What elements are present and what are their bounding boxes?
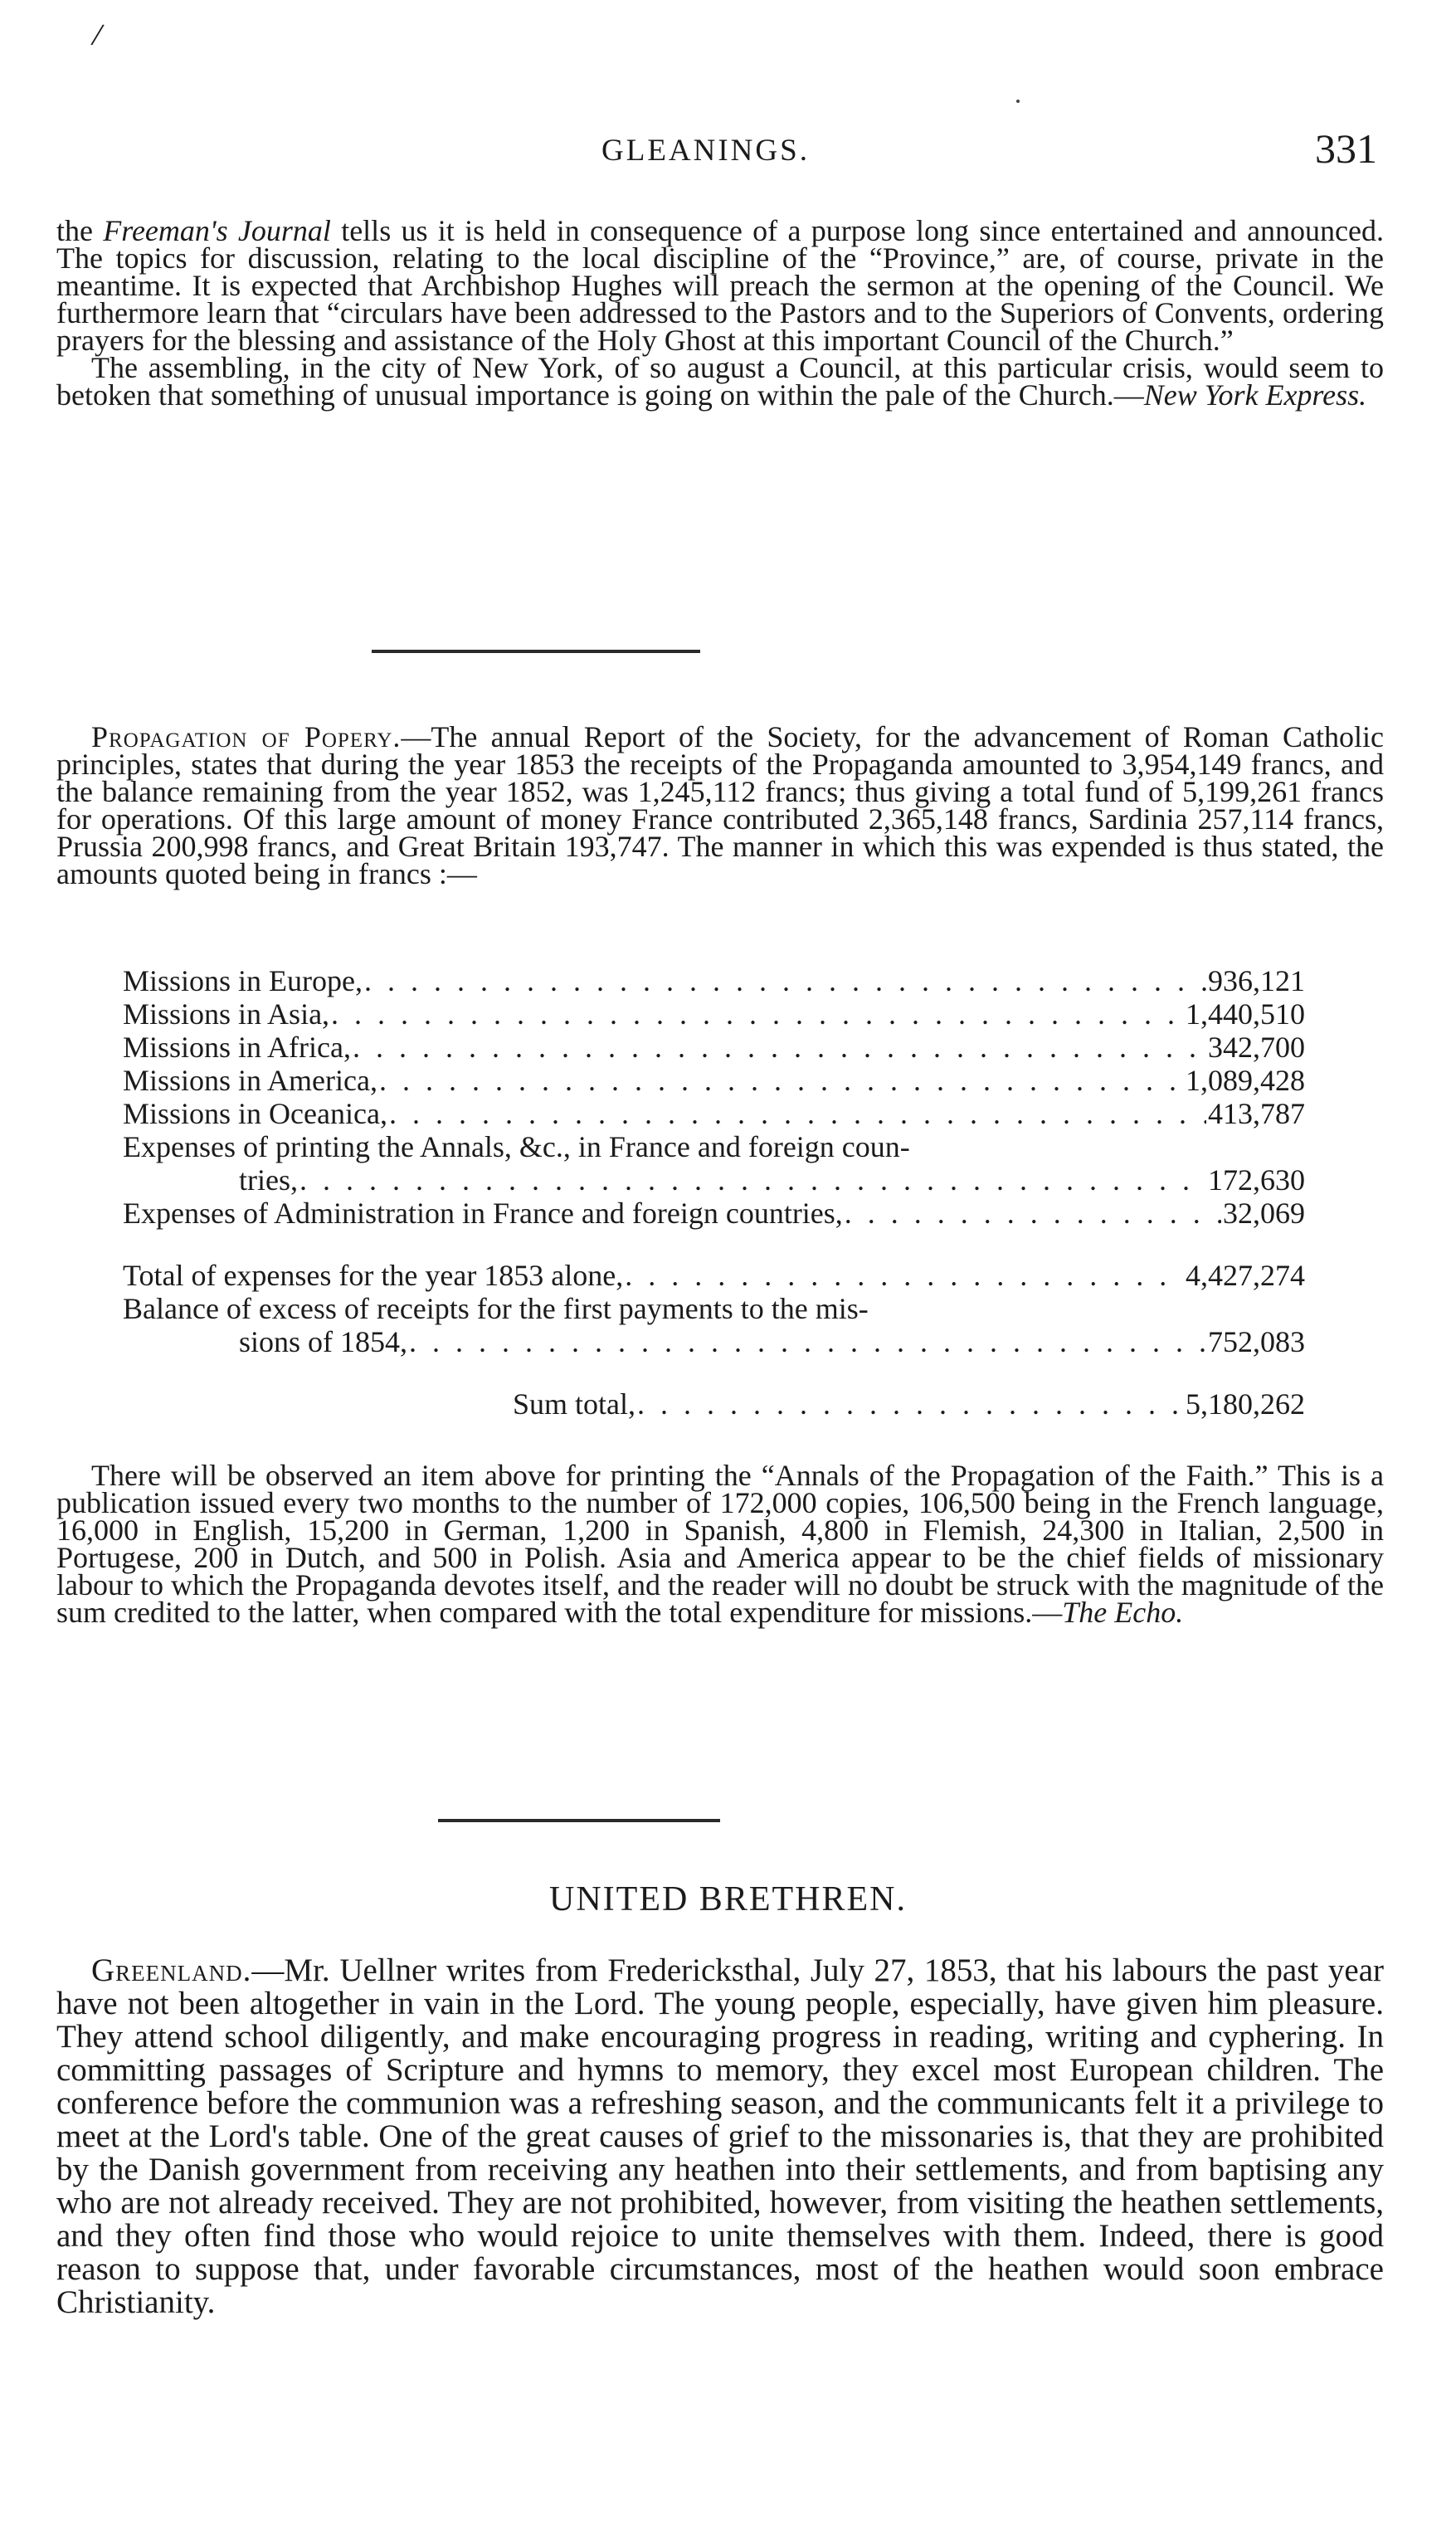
propagation-intro-text: —The annual Report of the Society, for the advancement of Roman Catholic principles, states that during the year 1853 the receipts of the Propaganda amounted to 3,954,149 francs, and the balance remaining from the year 1852, was 1,245,112 francs; thus giving a total fund of 5,199,261 francs for operations. Of this large amount of money France contributed 2,365,148 francs, Sardinia 257,114 francs, Prussia 200,998 francs, and Great Britain 193,747. The manner in which this was expended is thus stated, the amounts quoted being in francs :— xyxy=(56,720,1384,890)
ledger-row-america xyxy=(123,1064,1305,1097)
ledger-row-total xyxy=(123,1259,1305,1292)
new-york-express-source: New York Express. xyxy=(1143,378,1367,412)
ledger-amount: 1,440,510 xyxy=(1186,997,1305,1031)
ledger-amount: 5,180,262 xyxy=(1186,1387,1305,1421)
the-echo-source: The Echo. xyxy=(1062,1596,1184,1629)
ledger-amount: 32,069 xyxy=(1223,1197,1305,1230)
ledger-label: tries, xyxy=(239,1163,298,1197)
ledger-label: Expenses of Administration in France and foreign countries, xyxy=(123,1197,843,1230)
leader-dots xyxy=(625,1259,1184,1292)
pen-mark: / xyxy=(89,15,106,54)
ledger-amount: 936,121 xyxy=(1208,964,1305,997)
greenland-paragraph xyxy=(56,1954,1384,2319)
ledger-label: Missions in America, xyxy=(123,1064,377,1097)
ledger-row-europe xyxy=(123,964,1305,997)
ledger-label: Missions in Africa, xyxy=(123,1031,351,1064)
ledger-amount: 1,089,428 xyxy=(1186,1064,1305,1097)
ledger-amount: 4,427,274 xyxy=(1186,1259,1305,1292)
ledger-label: Missions in Europe, xyxy=(123,964,363,997)
ledger-label: sions of 1854, xyxy=(239,1325,408,1358)
ledger-amount: 752,083 xyxy=(1208,1325,1305,1358)
ledger-label: Missions in Oceanica, xyxy=(123,1097,387,1130)
section-divider-1 xyxy=(372,650,700,653)
united-brethren-title: UNITED BRETHREN. xyxy=(549,1880,907,1918)
ledger-amount: 413,787 xyxy=(1208,1097,1305,1130)
ledger-row-balance-line1 xyxy=(123,1292,1305,1325)
council-paragraph-2 xyxy=(56,351,1384,412)
propagation-closing-paragraph xyxy=(56,1459,1384,1629)
ink-speck xyxy=(1016,100,1020,103)
ledger-row-sum xyxy=(123,1387,1305,1421)
council-text: tells us it is held in consequence of a purpose long since entertained and announced. The topics for discussion, relating to the local discipline of the “Province,” are, of course, private in the meantime. It is expected that Archbishop Hughes will preach the sermon at the opening of the Council. We furthermore learn that “circulars have been addressed to the Pastors and to the Superiors of Convents, ordering prayers for the blessing and assistance of the Holy Ghost at this important Council of the Church.” xyxy=(56,214,1384,357)
leader-dots xyxy=(353,1031,1206,1064)
brethren-article xyxy=(56,1954,1384,2319)
council-lead: the xyxy=(56,214,104,247)
council-article xyxy=(56,214,1384,412)
leader-dots xyxy=(389,1097,1206,1130)
propagation-closing-text: There will be observed an item above for printing the “Annals of the Propagation of the Faith.” This is a publication issued every two months to the number of 172,000 copies, 106,500 being in the French language, 16,000 in English, 15,200 in German, 1,200 in Spanish, 4,800 in Flemish, 24,300 in Italian, 2,500 in Portugese, 200 in Dutch, and 500 in Polish. Asia and America appear to be the chief fields of missionary labour to which the Propaganda devotes itself, and the reader will no doubt be struck with the magnitude of the sum credited to the latter, when compared with the total expenditure for missions.— xyxy=(56,1459,1384,1629)
ledger-row-asia xyxy=(123,997,1305,1031)
ledger-row-printing xyxy=(123,1163,1305,1197)
ledger-gap xyxy=(123,1230,1305,1259)
greenland-heading: Greenland. xyxy=(91,1952,252,1988)
page-number: 331 xyxy=(1315,125,1377,172)
ledger-label: Total of expenses for the year 1853 alone, xyxy=(123,1259,624,1292)
ledger-label: Expenses of printing the Annals, &c., in France and foreign coun- xyxy=(123,1130,910,1163)
propagation-intro xyxy=(56,720,1384,890)
running-header xyxy=(0,124,1456,174)
leader-dots xyxy=(364,964,1206,997)
ledger-row-administration xyxy=(123,1197,1305,1230)
ledger-label: Missions in Asia, xyxy=(123,997,330,1031)
ledger-amount: 172,630 xyxy=(1208,1163,1305,1197)
ledger-gap xyxy=(123,1358,1305,1387)
section-divider-2 xyxy=(438,1819,720,1822)
ledger-row-printing-line1 xyxy=(123,1130,1305,1163)
ledger-label: Sum total, xyxy=(513,1387,636,1421)
expenditure-ledger xyxy=(123,964,1305,1421)
leader-dots xyxy=(379,1064,1184,1097)
propagation-paragraph xyxy=(56,720,1384,890)
ledger-row-balance xyxy=(123,1325,1305,1358)
leader-dots xyxy=(637,1387,1184,1421)
leader-dots xyxy=(331,997,1184,1031)
council-paragraph-1 xyxy=(56,214,1384,357)
greenland-text: —Mr. Uellner writes from Fredericksthal, July 27, 1853, that his labours the past year have not been altogether in vain in the Lord. The young people, especially, have given him pleasure. They attend school diligently, and make encouraging progress in reading, writing and cyphering. In committing passages of Scripture and hymns to memory, they excel most European children. The conference before the communion was a refreshing season, and the communicants felt it a privilege to meet at the Lord's table. One of the great causes of grief to the missonaries is, that they are prohibited by the Danish government from receiving any heathen into their settlements, and from baptising any who are not already received. They are not prohibited, however, from visiting the heathen settlements, and they often find those who would rejoice to unite themselves with them. Indeed, there is good reason to suppose that, under favorable circumstances, most of the heathen would soon embrace Christianity. xyxy=(56,1952,1384,2320)
ledger-row-africa xyxy=(123,1031,1305,1064)
leader-dots xyxy=(845,1197,1221,1230)
ledger-amount: 342,700 xyxy=(1208,1031,1305,1064)
freemans-journal-source: Freeman's Journal xyxy=(103,214,331,247)
ledger-row-oceanica xyxy=(123,1097,1305,1130)
running-title: GLEANINGS. xyxy=(601,134,810,168)
propagation-heading: Propagation of Popery. xyxy=(91,720,402,753)
leader-dots xyxy=(299,1163,1206,1197)
propagation-closing xyxy=(56,1459,1384,1629)
council-text-2: The assembling, in the city of New York, of so august a Council, at this particular crisis, would seem to betoken that something of unusual importance is going on within the pale of the Church.— xyxy=(56,351,1384,412)
ledger-label: Balance of excess of receipts for the first payments to the mis- xyxy=(123,1292,869,1325)
leader-dots xyxy=(409,1325,1206,1358)
